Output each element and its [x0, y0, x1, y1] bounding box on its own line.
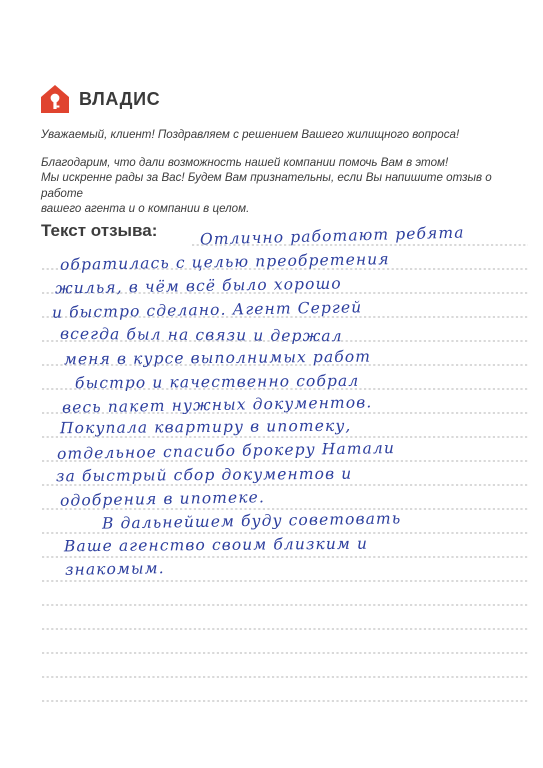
handwritten-line: знакомым. — [64, 559, 165, 579]
review-label: Текст отзыва: — [41, 221, 158, 240]
congratulation-text: Уважаемый, клиент! Поздравляем с решением Вашего жилищного вопроса! — [41, 128, 460, 141]
handwritten-line: В дальнейшем буду советовать — [101, 509, 402, 533]
handwritten-line: и быстро сделано. Агент Сергей — [51, 298, 363, 322]
request-text-line-2: вашего агента и о компании в целом. — [41, 202, 250, 215]
handwritten-line: отдельное спасибо брокеру Натали — [56, 439, 396, 463]
handwritten-line: всегда был на связи и держал — [59, 324, 343, 346]
request-text-line-1: Мы искренне рады за Вас! Будем Вам признательны, если Вы напишите отзыв о работе — [41, 171, 492, 200]
handwritten-line: весь пакет нужных документов. — [61, 393, 373, 417]
handwritten-line: Отлично работают ребята — [199, 223, 465, 249]
handwritten-line: меня в курсе выполнимых работ — [63, 347, 372, 369]
handwritten-line: Покупала квартиру в ипотеку, — [59, 416, 352, 438]
handwritten-line: жилья, в чём всё было хорошо — [54, 274, 342, 298]
handwritten-line: быстро и качественно собрал — [74, 371, 360, 393]
thanks-text: Благодарим, что дали возможность нашей компании помочь Вам в этом! — [41, 155, 449, 169]
handwritten-line: Ваше агенство своим близким и — [63, 534, 369, 556]
handwritten-line: одобрения в ипотеке. — [59, 488, 266, 510]
handwritten-line: за быстрый сбор документов и — [55, 464, 353, 486]
handwritten-line: обратилась с целью преобретения — [59, 250, 390, 274]
brand-name: ВЛАДИС — [79, 88, 161, 109]
